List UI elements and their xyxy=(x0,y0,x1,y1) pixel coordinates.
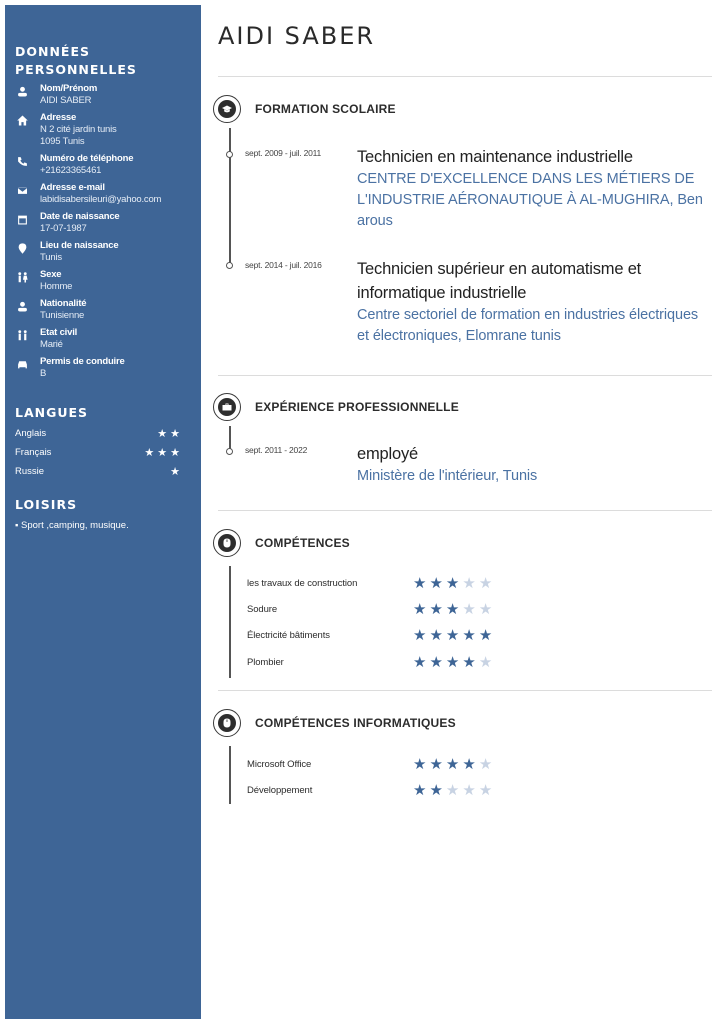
star-filled-icon: ★ xyxy=(413,654,430,671)
star-filled-icon: ★ xyxy=(445,627,463,644)
section-title: COMPÉTENCES xyxy=(255,536,350,550)
location-pin-icon xyxy=(15,241,29,255)
education-entry xyxy=(245,145,713,232)
skill-row xyxy=(247,602,495,617)
experience-section-header xyxy=(213,393,459,421)
section-title: FORMATION SCOLAIRE xyxy=(255,102,396,116)
star-filled-icon: ★ xyxy=(429,575,446,592)
sidebar xyxy=(5,5,201,1019)
timeline-dot xyxy=(226,448,233,455)
star-rating xyxy=(413,757,495,772)
timeline-line xyxy=(229,746,231,804)
entry-title: employé xyxy=(357,445,418,463)
star-filled-icon: ★ xyxy=(445,575,463,592)
star-filled-icon: ★ xyxy=(429,627,446,644)
star-empty-icon: ★ xyxy=(445,782,463,799)
briefcase-icon xyxy=(213,393,241,421)
language-item: Français ★★★ xyxy=(15,447,183,459)
user-icon xyxy=(15,84,29,98)
entry-title: Technicien supérieur en automatisme et informatique industrielle xyxy=(357,260,642,302)
languages-title: LANGUES xyxy=(15,405,89,420)
skill-name: Électricité bâtiments xyxy=(247,630,330,641)
star-filled-icon: ★ xyxy=(413,782,430,799)
entry-institution: Centre sectoriel de formation en industries électriques et électroniques, Elomrane tunis xyxy=(357,307,699,344)
personal-item-name: Nom/Prénom AIDI SABER xyxy=(15,83,191,107)
languages-list xyxy=(15,428,191,478)
timeline-dot xyxy=(226,151,233,158)
star-filled-icon: ★ xyxy=(413,575,430,592)
skill-row xyxy=(247,655,495,670)
user-icon xyxy=(15,299,29,313)
calendar-icon xyxy=(15,212,29,226)
personal-item-sex: Sexe Homme xyxy=(15,269,191,293)
entry-institution: CENTRE D'EXCELLENCE DANS LES MÉTIERS DE L'INDUSTRIE AÉRONAUTIQUE À AL-MUGHIRA, Ben arous xyxy=(357,171,703,229)
personal-item-birthdate: Date de naissance 17-07-1987 xyxy=(15,211,191,235)
skill-row xyxy=(247,576,495,591)
graduation-cap-icon xyxy=(213,95,241,123)
star-empty-icon: ★ xyxy=(478,756,496,773)
star-empty-icon: ★ xyxy=(462,782,479,799)
entry-date: sept. 2009 - juil. 2011 xyxy=(245,148,322,158)
star-rating xyxy=(413,783,495,798)
star-filled-icon: ★ xyxy=(462,756,479,773)
skill-row xyxy=(247,628,495,643)
skill-name: Développement xyxy=(247,785,313,796)
personal-item-email: Adresse e-mail labidisabersileuri@yahoo.com xyxy=(15,182,191,206)
star-empty-icon: ★ xyxy=(462,575,479,592)
mail-icon xyxy=(15,183,29,197)
gender-icon xyxy=(15,270,29,284)
star-filled-icon: ★ xyxy=(429,654,446,671)
personal-item-nationality: Nationalité Tunisienne xyxy=(15,298,191,322)
star-filled-icon: ★ xyxy=(462,654,479,671)
language-item: Russie ★ xyxy=(15,466,183,478)
star-rating: ★★★ xyxy=(144,447,183,459)
star-rating xyxy=(413,576,495,591)
candidate-name: AIDI SABER xyxy=(218,22,376,50)
entry-date: sept. 2014 - juil. 2016 xyxy=(245,260,322,270)
star-empty-icon: ★ xyxy=(478,654,496,671)
star-rating xyxy=(413,655,495,670)
entry-date: sept. 2011 - 2022 xyxy=(245,445,308,455)
entry-employer: Ministère de l'intérieur, Tunis xyxy=(357,468,538,484)
timeline-line xyxy=(229,128,231,268)
divider xyxy=(218,375,712,376)
skill-name: Sodure xyxy=(247,604,278,615)
personal-list xyxy=(15,83,191,380)
mouse-icon xyxy=(213,529,241,557)
star-filled-icon: ★ xyxy=(445,756,463,773)
star-empty-icon: ★ xyxy=(478,782,496,799)
star-rating xyxy=(413,628,495,643)
section-title: COMPÉTENCES INFORMATIQUES xyxy=(255,716,456,730)
couple-icon xyxy=(15,328,29,342)
hobby-item: ▪ Sport ,camping, musique. xyxy=(15,520,129,531)
timeline-dot xyxy=(226,262,233,269)
education-entry xyxy=(245,257,713,347)
personal-item-address: Adresse N 2 cité jardin tunis 1095 Tunis xyxy=(15,112,191,148)
divider xyxy=(218,510,712,511)
skill-row xyxy=(247,757,495,772)
star-rating: ★ xyxy=(170,466,183,478)
star-filled-icon: ★ xyxy=(429,756,446,773)
star-filled-icon: ★ xyxy=(413,627,430,644)
star-empty-icon: ★ xyxy=(478,601,496,618)
it-skills-section-header xyxy=(213,709,456,737)
home-icon xyxy=(15,113,29,127)
star-filled-icon: ★ xyxy=(445,601,463,618)
mouse-icon xyxy=(213,709,241,737)
personal-item-license: Permis de conduire B xyxy=(15,356,191,380)
hobbies-title: LOISIRS xyxy=(15,497,78,512)
star-filled-icon: ★ xyxy=(413,601,430,618)
timeline-line xyxy=(229,566,231,678)
experience-entry xyxy=(245,442,713,487)
star-filled-icon: ★ xyxy=(462,627,479,644)
star-empty-icon: ★ xyxy=(478,575,496,592)
personal-data-title: DONNÉES PERSONNELLES xyxy=(15,44,137,77)
skills-section-header xyxy=(213,529,350,557)
car-icon xyxy=(15,357,29,371)
skill-name: les travaux de construction xyxy=(247,578,358,589)
personal-item-birthplace: Lieu de naissance Tunis xyxy=(15,240,191,264)
skill-row xyxy=(247,783,495,798)
personal-item-phone: Numéro de téléphone +21623365461 xyxy=(15,153,191,177)
language-item: Anglais ★★ xyxy=(15,428,183,440)
star-rating: ★★ xyxy=(157,428,183,440)
personal-item-marital: Etat civil Marié xyxy=(15,327,191,351)
star-filled-icon: ★ xyxy=(413,756,430,773)
star-filled-icon: ★ xyxy=(478,627,496,644)
star-rating xyxy=(413,602,495,617)
section-title: EXPÉRIENCE PROFESSIONNELLE xyxy=(255,400,459,414)
skill-name: Plombier xyxy=(247,657,284,668)
phone-icon xyxy=(15,154,29,168)
education-section-header xyxy=(213,95,396,123)
star-filled-icon: ★ xyxy=(429,601,446,618)
divider xyxy=(218,690,712,691)
entry-title: Technicien en maintenance industrielle xyxy=(357,148,633,166)
skill-name: Microsoft Office xyxy=(247,759,312,770)
star-filled-icon: ★ xyxy=(445,654,463,671)
divider xyxy=(218,76,712,77)
star-empty-icon: ★ xyxy=(462,601,479,618)
star-filled-icon: ★ xyxy=(429,782,446,799)
